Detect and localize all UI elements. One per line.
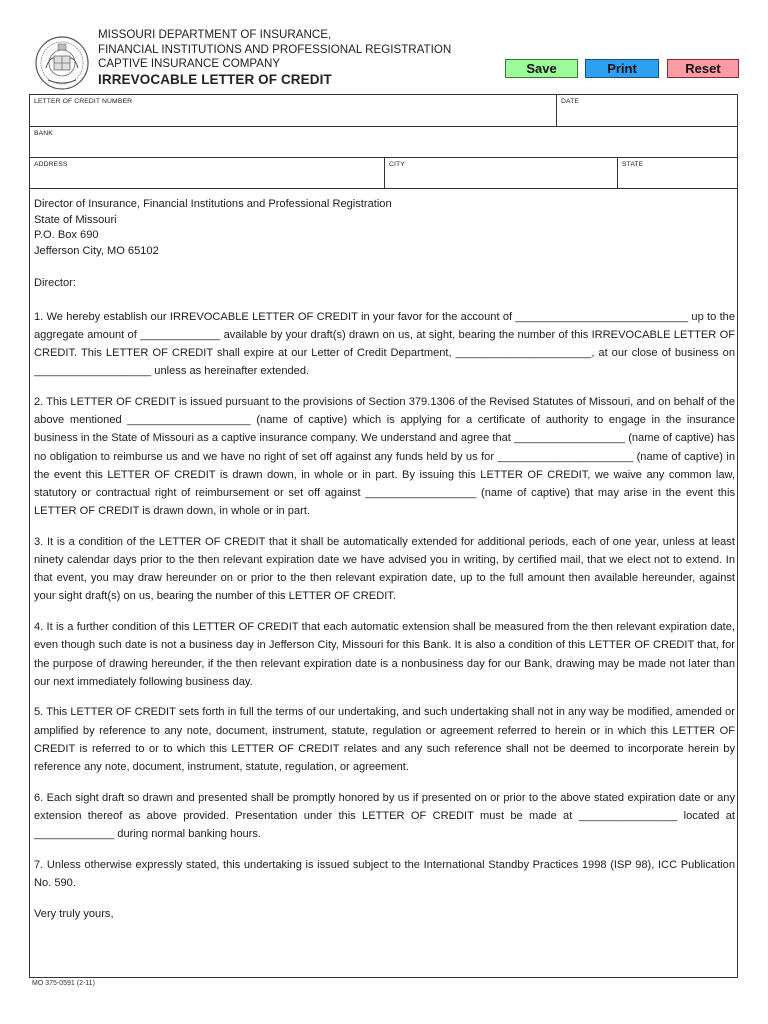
- missouri-state-seal-icon: [34, 32, 90, 94]
- addressee-line-4: Jefferson City, MO 65102: [34, 244, 159, 257]
- bank-field[interactable]: [30, 127, 737, 157]
- form-number: MO 375-0591 (2-11): [32, 980, 95, 987]
- paragraph-4: 4. It is a further condition of this LETTER OF CREDIT that each automatic extension shall be measured from the then relevant expiration date, even though such date is not a business day in Jefferson City, Missouri for this Bank. It is also a condition of this LETTER OF CREDIT that, for the purpose of drawing hereunder, if the then relevant expiration date is a nonbusiness day for our Bank, drawing may be made not later than our next immediately following business day.: [34, 621, 735, 688]
- loc-number-field[interactable]: [30, 95, 556, 126]
- loc-number-row: [30, 95, 737, 127]
- date-label: DATE: [561, 98, 580, 105]
- paragraph-2: 2. This LETTER OF CREDIT is issued pursuant to the provisions of Section 379.1306 of the Revised Statutes of Missouri, and on behalf of the above mentioned ____________________ (name of captive) which is applying for a certificate of authority to engage in the insurance business in the State of Missouri as a captive insurance company. We understand and agree that __________________ (name of captive) has no obligation to reimburse us and we have no right of set off against any funds held by us for ______________________ (name of captive) in the event this LETTER OF CREDIT is drawn down, in whole or in part. By issuing this LETTER OF CREDIT, we waive any common law, statutory or contractual right of reimbursement or set off against __________________ (name of captive) that may arise in the event this LETTER OF CREDIT is drawn down, in whole or in part.: [34, 395, 735, 518]
- state-label: STATE: [622, 161, 644, 168]
- print-button[interactable]: Print: [585, 59, 659, 78]
- paragraph-1: 1. We hereby establish our IRREVOCABLE LETTER OF CREDIT in your favor for the account of ____________________________ up to the aggregate amount of _____________ available by your draft(s) drawn on us, at sight, bearing the number of this IRREVOCABLE LETTER OF CREDIT. This LETTER OF CREDIT shall expire at our Letter of Credit Department, ______________________, at our close of business on ___________________ unless as hereinafter extended.: [34, 310, 735, 378]
- paragraph-5: 5. This LETTER OF CREDIT sets forth in full the terms of our undertaking, and such undertaking shall not in any way be modified, amended or amplified by reference to any note, document, instrument, statute, regulation or agreement referred to herein or in which this LETTER OF CREDIT is referred to or to which this LETTER OF CREDIT relates and any such reference shall not be deemed to incorporate herein by reference any note, document, instrument, statute, regulation, or agreement.: [34, 706, 735, 774]
- letter-body: [34, 197, 735, 923]
- address-field[interactable]: [30, 158, 384, 188]
- address-row: [30, 158, 737, 189]
- paragraph-7: 7. Unless otherwise expressly stated, this undertaking is issued subject to the International Standby Practices 1998 (ISP 98), ICC Publication No. 590.: [34, 858, 735, 890]
- header-line-3: CAPTIVE INSURANCE COMPANY: [98, 57, 281, 71]
- salutation: Director:: [34, 277, 76, 290]
- state-field[interactable]: [617, 158, 738, 188]
- date-field[interactable]: [556, 95, 738, 126]
- loc-number-label: LETTER OF CREDIT NUMBER: [34, 98, 133, 105]
- addressee-line-2: State of Missouri: [34, 213, 117, 226]
- save-button[interactable]: Save: [505, 59, 578, 78]
- document-title: IRREVOCABLE LETTER OF CREDIT: [98, 71, 332, 87]
- reset-button[interactable]: Reset: [667, 59, 739, 78]
- paragraph-6: 6. Each sight draft so drawn and presented shall be promptly honored by us if presented on or prior to the above stated expiration date or any extension thereof as above provided. Presentation under this LETTER OF CREDIT must be made at ________________ located at _____________ during normal banking hours.: [34, 791, 735, 841]
- header-line-1: MISSOURI DEPARTMENT OF INSURANCE,: [98, 28, 332, 41]
- addressee-line-1: Director of Insurance, Financial Institutions and Professional Registration: [34, 198, 392, 210]
- addressee-block: [34, 197, 735, 259]
- closing: Very truly yours,: [34, 907, 114, 920]
- address-label: ADDRESS: [34, 161, 68, 168]
- city-label: CITY: [389, 161, 405, 168]
- document-header: [98, 28, 451, 87]
- bank-row: [30, 127, 737, 158]
- addressee-line-3: P.O. Box 690: [34, 229, 99, 242]
- city-field[interactable]: [384, 158, 618, 188]
- paragraph-3: 3. It is a condition of the LETTER OF CREDIT that it shall be automatically extended for additional periods, each of one year, unless at least ninety calendar days prior to the then relevant expiration date we have advised you in writing, by certified mail, that we elect not to extend. In that event, you may draw hereunder on or prior to the then relevant expiration date, up to the full amount then available hereunder, against your sight draft(s) on us, bearing the number of this LETTER OF CREDIT.: [34, 535, 735, 603]
- header-line-2: FINANCIAL INSTITUTIONS AND PROFESSIONAL REGISTRATION: [98, 42, 452, 56]
- bank-label: BANK: [34, 130, 53, 137]
